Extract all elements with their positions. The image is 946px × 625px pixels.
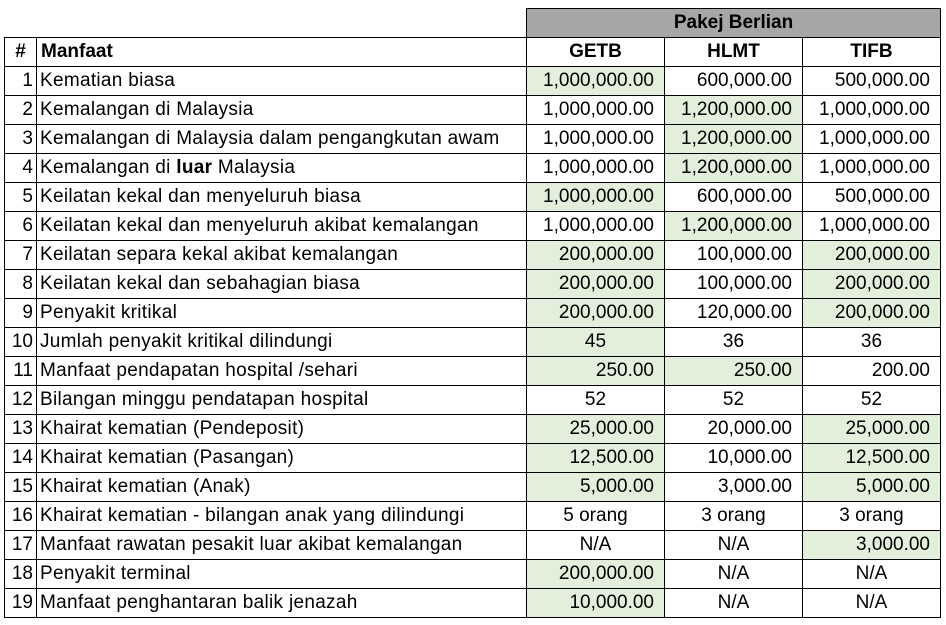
getb-value[interactable]: 1,000,000.00: [527, 125, 665, 154]
hlmt-value[interactable]: 1,200,000.00: [665, 212, 803, 241]
table-row: [5, 444, 941, 473]
getb-value[interactable]: 200,000.00: [527, 270, 665, 299]
hlmt-value[interactable]: N/A: [665, 531, 803, 560]
table-row: [5, 531, 941, 560]
tifb-value[interactable]: 1,000,000.00: [803, 96, 941, 125]
hlmt-value[interactable]: 250.00: [665, 357, 803, 386]
row-number[interactable]: 19: [5, 589, 37, 618]
table-row: [5, 299, 941, 328]
row-number[interactable]: 5: [5, 183, 37, 212]
getb-value[interactable]: 1,000,000.00: [527, 154, 665, 183]
table-row: [5, 589, 941, 618]
table-row: [5, 125, 941, 154]
hlmt-value[interactable]: 120,000.00: [665, 299, 803, 328]
blank-cell: [37, 9, 527, 38]
row-number[interactable]: 2: [5, 96, 37, 125]
getb-value[interactable]: 12,500.00: [527, 444, 665, 473]
tifb-value[interactable]: N/A: [803, 560, 941, 589]
row-number[interactable]: 3: [5, 125, 37, 154]
hlmt-value[interactable]: 600,000.00: [665, 67, 803, 96]
hlmt-value[interactable]: 3,000.00: [665, 473, 803, 502]
table-row: [5, 154, 941, 183]
benefit-name[interactable]: Khairat kematian (Anak): [37, 473, 527, 502]
tifb-value[interactable]: 1,000,000.00: [803, 154, 941, 183]
row-number[interactable]: 8: [5, 270, 37, 299]
row-number[interactable]: 15: [5, 473, 37, 502]
benefit-name[interactable]: Khairat kematian (Pasangan): [37, 444, 527, 473]
row-number[interactable]: 1: [5, 67, 37, 96]
hlmt-value[interactable]: N/A: [665, 589, 803, 618]
row-number[interactable]: 4: [5, 154, 37, 183]
getb-value[interactable]: 250.00: [527, 357, 665, 386]
benefit-name-emphasis: luar: [176, 157, 213, 178]
benefit-name[interactable]: Khairat kematian - bilangan anak yang dilindungi: [37, 502, 527, 531]
hlmt-value[interactable]: N/A: [665, 560, 803, 589]
header-benefit[interactable]: Manfaat: [37, 38, 527, 67]
benefit-name[interactable]: Keilatan kekal dan sebahagian biasa: [37, 270, 527, 299]
getb-value[interactable]: 10,000.00: [527, 589, 665, 618]
getb-value[interactable]: 5,000.00: [527, 473, 665, 502]
getb-value[interactable]: 25,000.00: [527, 415, 665, 444]
benefit-name-part: Malaysia: [212, 157, 296, 178]
benefits-table: [4, 8, 941, 618]
group-header-row: [5, 9, 941, 38]
hlmt-value[interactable]: 100,000.00: [665, 241, 803, 270]
benefit-name[interactable]: Keilatan separa kekal akibat kemalangan: [37, 241, 527, 270]
table-row: [5, 96, 941, 125]
hlmt-value[interactable]: 100,000.00: [665, 270, 803, 299]
benefits-table-container: [4, 8, 941, 618]
table-row: [5, 241, 941, 270]
row-number[interactable]: 9: [5, 299, 37, 328]
getb-value[interactable]: 200,000.00: [527, 299, 665, 328]
row-number[interactable]: 16: [5, 502, 37, 531]
tifb-value[interactable]: 12,500.00: [803, 444, 941, 473]
hlmt-value[interactable]: 1,200,000.00: [665, 125, 803, 154]
table-row: [5, 67, 941, 96]
table-row: [5, 270, 941, 299]
table-row: [5, 212, 941, 241]
benefit-name[interactable]: Jumlah penyakit kritikal dilindungi: [37, 328, 527, 357]
row-number[interactable]: 10: [5, 328, 37, 357]
table-row: [5, 415, 941, 444]
hlmt-value[interactable]: 1,200,000.00: [665, 96, 803, 125]
tifb-value[interactable]: 200.00: [803, 357, 941, 386]
column-header-row: [5, 38, 941, 67]
tifb-value[interactable]: 36: [803, 328, 941, 357]
benefit-name[interactable]: Penyakit terminal: [37, 560, 527, 589]
tifb-value[interactable]: 200,000.00: [803, 241, 941, 270]
getb-value[interactable]: 45: [527, 328, 665, 357]
getb-value[interactable]: N/A: [527, 531, 665, 560]
getb-value[interactable]: 52: [527, 386, 665, 415]
hlmt-value[interactable]: 600,000.00: [665, 183, 803, 212]
benefit-name[interactable]: Manfaat rawatan pesakit luar akibat kemalangan: [37, 531, 527, 560]
getb-value[interactable]: 1,000,000.00: [527, 212, 665, 241]
tifb-value[interactable]: 500,000.00: [803, 183, 941, 212]
benefit-name[interactable]: Kemalangan di Malaysia dalam pengangkutan awam: [37, 125, 527, 154]
benefit-name[interactable]: Keilatan kekal dan menyeluruh biasa: [37, 183, 527, 212]
row-number[interactable]: 18: [5, 560, 37, 589]
getb-value[interactable]: 1,000,000.00: [527, 96, 665, 125]
tifb-value[interactable]: N/A: [803, 589, 941, 618]
hlmt-value[interactable]: 36: [665, 328, 803, 357]
tifb-value[interactable]: 3 orang: [803, 502, 941, 531]
hlmt-value[interactable]: 1,200,000.00: [665, 154, 803, 183]
tifb-value[interactable]: 25,000.00: [803, 415, 941, 444]
tifb-value[interactable]: 500,000.00: [803, 67, 941, 96]
row-number[interactable]: 6: [5, 212, 37, 241]
getb-value[interactable]: 5 orang: [527, 502, 665, 531]
benefit-name[interactable]: Bilangan minggu pendatapan hospital: [37, 386, 527, 415]
hlmt-value[interactable]: 20,000.00: [665, 415, 803, 444]
row-number[interactable]: 12: [5, 386, 37, 415]
benefit-name[interactable]: Kematian biasa: [37, 67, 527, 96]
tifb-value[interactable]: 200,000.00: [803, 270, 941, 299]
benefit-name[interactable]: Manfaat pendapatan hospital /sehari: [37, 357, 527, 386]
benefit-name[interactable]: Khairat kematian (Pendeposit): [37, 415, 527, 444]
table-row: [5, 183, 941, 212]
tifb-value[interactable]: 200,000.00: [803, 299, 941, 328]
package-group-header[interactable]: Pakej Berlian: [527, 9, 941, 38]
header-getb[interactable]: GETB: [527, 38, 665, 67]
benefit-name[interactable]: Penyakit kritikal: [37, 299, 527, 328]
table-row: [5, 473, 941, 502]
tifb-value[interactable]: 1,000,000.00: [803, 125, 941, 154]
benefit-name[interactable]: Manfaat penghantaran balik jenazah: [37, 589, 527, 618]
table-row: [5, 502, 941, 531]
header-tifb[interactable]: TIFB: [803, 38, 941, 67]
hlmt-value[interactable]: 3 orang: [665, 502, 803, 531]
getb-value[interactable]: 200,000.00: [527, 560, 665, 589]
tifb-value[interactable]: 3,000.00: [803, 531, 941, 560]
table-row: [5, 386, 941, 415]
benefit-name-part: Kemalangan di: [40, 157, 177, 178]
table-row: [5, 357, 941, 386]
benefit-name[interactable]: Keilatan kekal dan menyeluruh akibat kemalangan: [37, 212, 527, 241]
tifb-value[interactable]: 52: [803, 386, 941, 415]
tifb-value[interactable]: 1,000,000.00: [803, 212, 941, 241]
header-num[interactable]: #: [5, 38, 37, 67]
row-number[interactable]: 11: [5, 357, 37, 386]
table-row: [5, 328, 941, 357]
getb-value[interactable]: 1,000,000.00: [527, 67, 665, 96]
row-number[interactable]: 14: [5, 444, 37, 473]
row-number[interactable]: 7: [5, 241, 37, 270]
row-number[interactable]: 17: [5, 531, 37, 560]
blank-cell: [5, 9, 37, 38]
benefit-name[interactable]: [37, 154, 527, 183]
tifb-value[interactable]: 5,000.00: [803, 473, 941, 502]
hlmt-value[interactable]: 52: [665, 386, 803, 415]
getb-value[interactable]: 1,000,000.00: [527, 183, 665, 212]
table-row: [5, 560, 941, 589]
hlmt-value[interactable]: 10,000.00: [665, 444, 803, 473]
getb-value[interactable]: 200,000.00: [527, 241, 665, 270]
header-hlmt[interactable]: HLMT: [665, 38, 803, 67]
benefit-name[interactable]: Kemalangan di Malaysia: [37, 96, 527, 125]
row-number[interactable]: 13: [5, 415, 37, 444]
